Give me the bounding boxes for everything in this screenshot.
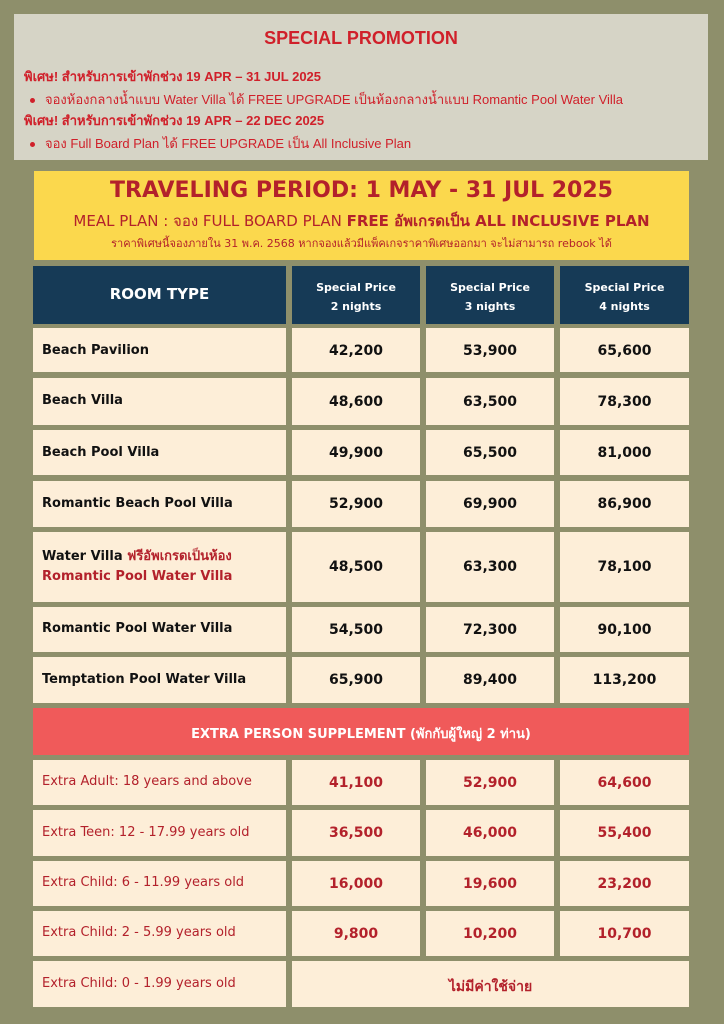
price-value: 52,900 xyxy=(462,775,518,791)
room-name-cell xyxy=(33,328,286,372)
traveling-period-title: TRAVELING PERIOD: 1 MAY - 31 JUL 2025 xyxy=(110,178,613,203)
price-cell xyxy=(292,607,420,652)
extra-person-label: Extra Adult: 18 years and above xyxy=(42,774,252,789)
price-cell xyxy=(560,532,689,602)
supplement-header-label: EXTRA PERSON SUPPLEMENT (พักกับผู้ใหญ่ 2 ท่าน) xyxy=(191,727,531,742)
upgrade-room-name: Romantic Pool Water Villa xyxy=(42,569,233,584)
price-header-label: Special Price xyxy=(316,281,396,294)
price-cell xyxy=(292,430,420,475)
upgrade-note: ฟรีอัพเกรดเป็นห้อง xyxy=(127,549,232,564)
price-value: 63,500 xyxy=(462,394,518,410)
free-of-charge-label: ไม่มีค่าใช้จ่าย xyxy=(448,979,533,995)
price-value: 36,500 xyxy=(328,825,384,841)
price-header-label: Special Price xyxy=(584,281,665,294)
meal-plan-line xyxy=(34,209,689,233)
price-cell xyxy=(292,861,420,906)
price-cell xyxy=(560,657,689,703)
price-value: 46,000 xyxy=(462,825,518,841)
extra-person-supplement-header xyxy=(33,708,689,755)
promotion-bullet-1-text: จองห้องกลางน้ำแบบ Water Villa ได้ FREE UPGRADE เป็นห้องกลางน้ำแบบ Romantic Pool Water Villa xyxy=(45,92,623,107)
price-cell xyxy=(426,657,554,703)
room-name: Romantic Beach Pool Villa xyxy=(42,496,233,511)
price-value: 89,400 xyxy=(462,672,518,688)
extra-person-label: Extra Child: 0 - 1.99 years old xyxy=(42,976,236,991)
price-value: 69,900 xyxy=(462,496,518,512)
price-cell xyxy=(292,911,420,956)
price-header-label: Special Price xyxy=(450,281,530,294)
price-header-2-nights xyxy=(292,266,420,324)
meal-plan-upgrade: FREE อัพเกรดเป็น ALL INCLUSIVE PLAN xyxy=(346,212,650,230)
price-value: 78,300 xyxy=(597,394,652,410)
room-type-header-label: ROOM TYPE xyxy=(109,285,210,303)
room-name-with-upgrade xyxy=(42,545,282,566)
price-value: 9,800 xyxy=(333,926,379,942)
price-header-nights: 4 nights xyxy=(599,300,650,313)
price-cell xyxy=(292,328,420,372)
price-value: 81,000 xyxy=(597,445,652,461)
price-value: 78,100 xyxy=(597,559,652,575)
price-value: 90,100 xyxy=(597,622,652,638)
extra-person-cell xyxy=(33,861,286,906)
price-header-4-nights xyxy=(560,266,689,324)
bullet-icon xyxy=(30,142,35,147)
special-promotion-box xyxy=(14,14,708,160)
extra-person-label: Extra Child: 6 - 11.99 years old xyxy=(42,875,245,890)
price-cell xyxy=(292,657,420,703)
price-value: 41,100 xyxy=(328,775,384,791)
room-name: Temptation Pool Water Villa xyxy=(42,672,247,687)
room-name-cell xyxy=(33,378,286,425)
room-name: Beach Pavilion xyxy=(42,343,149,358)
room-name: Water Villa xyxy=(42,549,123,564)
price-cell xyxy=(426,532,554,602)
promotion-period-2: พิเศษ! สำหรับการเข้าพักช่วง 19 APR – 22 DEC 2025 xyxy=(24,113,325,128)
price-cell xyxy=(426,481,554,527)
price-header-nights: 2 nights xyxy=(330,300,382,313)
price-value: 16,000 xyxy=(328,876,384,892)
price-cell xyxy=(560,378,689,425)
price-value: 48,500 xyxy=(328,559,384,575)
room-name-cell xyxy=(33,607,286,652)
price-value: 52,900 xyxy=(328,496,384,512)
price-cell xyxy=(426,430,554,475)
price-value: 42,200 xyxy=(328,343,384,359)
price-value: 19,600 xyxy=(462,876,518,892)
room-name: Beach Pool Villa xyxy=(42,445,160,460)
room-name: Beach Villa xyxy=(42,393,123,408)
price-cell xyxy=(560,328,689,372)
price-cell xyxy=(426,760,554,805)
promotion-bullet-2-text: จอง Full Board Plan ได้ FREE UPGRADE เป็น All Inclusive Plan xyxy=(45,136,412,151)
price-value: 55,400 xyxy=(597,825,652,841)
price-value: 48,600 xyxy=(328,394,384,410)
price-header-nights: 3 nights xyxy=(464,300,516,313)
room-name-cell xyxy=(33,481,286,527)
price-cell xyxy=(560,430,689,475)
extra-person-label: Extra Child: 2 - 5.99 years old xyxy=(42,925,236,940)
price-cell xyxy=(292,810,420,856)
room-name-cell xyxy=(33,430,286,475)
room-name-cell xyxy=(33,532,286,602)
room-type-header xyxy=(33,266,286,324)
price-cell xyxy=(560,911,689,956)
price-value: 86,900 xyxy=(597,496,652,512)
price-value: 10,700 xyxy=(597,926,652,942)
room-name: Romantic Pool Water Villa xyxy=(42,621,233,636)
price-cell xyxy=(426,911,554,956)
price-value: 53,900 xyxy=(462,343,518,359)
price-value: 10,200 xyxy=(462,926,518,942)
promotion-period-1: พิเศษ! สำหรับการเข้าพักช่วง 19 APR – 31 JUL 2025 xyxy=(24,69,322,84)
meal-plan-prefix: MEAL PLAN : จอง FULL BOARD PLAN xyxy=(73,212,347,230)
price-cell xyxy=(426,810,554,856)
price-value: 72,300 xyxy=(462,622,518,638)
price-value: 23,200 xyxy=(597,876,652,892)
price-value: 63,300 xyxy=(462,559,518,575)
free-of-charge-cell xyxy=(292,961,689,1007)
price-value: 65,600 xyxy=(597,343,652,359)
booking-note: ราคาพิเศษนี้จองภายใน 31 พ.ค. 2568 หากจองแล้วมีแพ็คเกจราคาพิเศษออกมา จะไม่สามารถ rebook ได้ xyxy=(111,237,612,250)
extra-person-cell xyxy=(33,911,286,956)
price-value: 49,900 xyxy=(328,445,384,461)
promotion-bullet-1 xyxy=(30,89,623,110)
price-value: 64,600 xyxy=(597,775,652,791)
promotion-bullet-2 xyxy=(30,133,411,154)
extra-person-cell xyxy=(33,760,286,805)
price-cell xyxy=(560,607,689,652)
price-cell xyxy=(560,481,689,527)
extra-person-cell xyxy=(33,810,286,856)
room-name-cell xyxy=(33,657,286,703)
price-cell xyxy=(560,861,689,906)
price-cell xyxy=(560,760,689,805)
price-cell xyxy=(292,378,420,425)
price-cell xyxy=(560,810,689,856)
price-header-3-nights xyxy=(426,266,554,324)
price-cell xyxy=(292,760,420,805)
traveling-period-banner xyxy=(34,171,689,260)
price-cell xyxy=(426,607,554,652)
price-value: 113,200 xyxy=(592,672,657,688)
price-cell xyxy=(426,328,554,372)
price-cell xyxy=(292,481,420,527)
price-cell xyxy=(426,378,554,425)
extra-person-label: Extra Teen: 12 - 17.99 years old xyxy=(42,825,250,840)
extra-person-cell xyxy=(33,961,286,1007)
price-cell xyxy=(426,861,554,906)
promotion-title: SPECIAL PROMOTION xyxy=(264,28,458,48)
bullet-icon xyxy=(30,98,35,103)
price-value: 65,500 xyxy=(462,445,518,461)
price-value: 65,900 xyxy=(328,672,384,688)
price-cell xyxy=(292,532,420,602)
price-value: 54,500 xyxy=(328,622,384,638)
